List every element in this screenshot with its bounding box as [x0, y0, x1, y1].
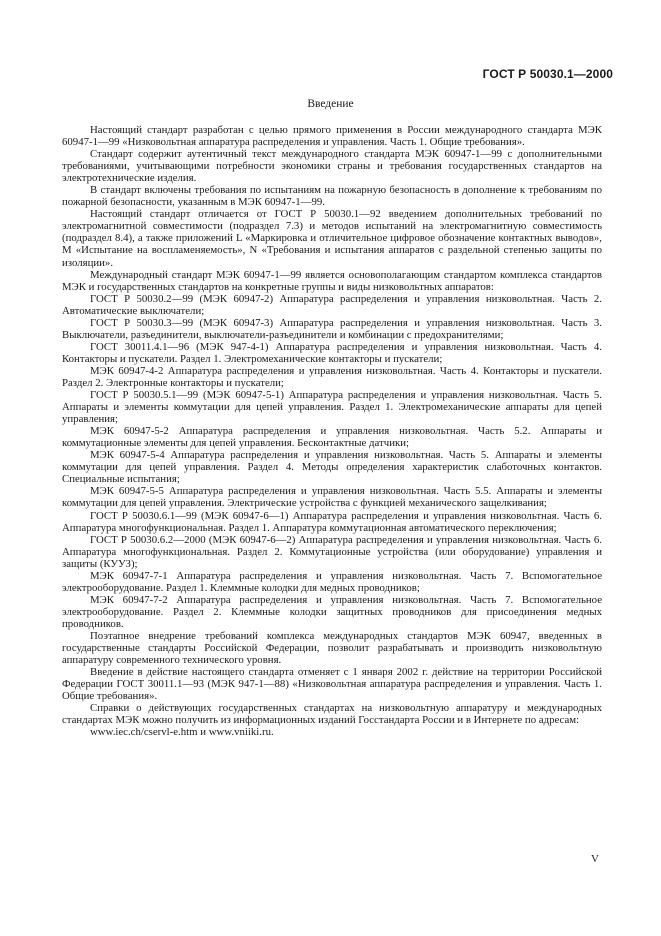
standard-list-item: ГОСТ Р 50030.6.1—99 (МЭК 60947-6—1) Аппаратура распределения и управления низковольтная. Часть 6. Аппаратура многофункциональная. Раздел 1. Аппаратура коммутационная автоматического переключения; [62, 509, 602, 534]
paragraph-implementation: Поэтапное внедрение требований комплекса международных стандартов МЭК 60947, введенных в государственные стандарты Российской Федерации, позволит разрабатывать и производить низковольтную аппаратуру современного технического уровня. [62, 629, 602, 667]
standard-list-item: ГОСТ Р 50030.6.2—2000 (МЭК 60947-6—2) Аппаратура распределения и управления низковольтная. Часть 6. Аппаратура многофункциональная. Раздел 2. Коммутационные устройства (или оборудование) управления и защиты (КУУЗ); [62, 533, 602, 570]
standard-list-item: МЭК 60947-7-1 Аппаратура распределения и управления низковольтная. Часть 7. Вспомогательное электрооборудование. Раздел 1. Клеммные колодки для медных проводников; [62, 569, 602, 594]
paragraph-4: Настоящий стандарт отличается от ГОСТ Р 50030.1—92 введением дополнительных требований по электромагнитной совместимости (подраздел 7.3) и методов испытаний на электромагнитную совместимость (подраздел 8.4), а также приложений L «Маркировка и отличительное цифровое обозначение контактных выводов», M «Испытание на воспламеняемость», N «Требования и испытания аппаратов с раздельной степенью защиты по изоляции». [62, 208, 602, 269]
section-title: Введение [307, 98, 354, 110]
paragraph-3: В стандарт включены требования по испытаниям на пожарную безопасность в дополнение к требованиям по пожарной безопасности, указанным в МЭК 60947-1—99. [62, 184, 602, 209]
standard-list-item: ГОСТ Р 50030.5.1—99 (МЭК 60947-5-1) Аппаратура распределения и управления низковольтная. Часть 5. Аппараты и элементы коммутации для цепей управления. Раздел 1. Электромеханические аппараты для цепей управления; [62, 389, 602, 426]
paragraph-1: Настоящий стандарт разработан с целью прямого применения в России международного стандарта МЭК 60947-1—99 «Низковольтная аппаратура распределения и управления. Часть 1. Общие требования». [62, 124, 602, 149]
standard-list-item: ГОСТ Р 50030.3—99 (МЭК 60947-3) Аппаратура распределения и управления низковольтная. Часть 3. Выключатели, разъединители, выключатели-разъединители и комбинации с предохранителями; [62, 316, 602, 341]
document-body [62, 124, 602, 738]
standard-list-item: МЭК 60947-5-2 Аппаратура распределения и управления низковольтная. Часть 5.2. Аппараты и коммутационные элементы для цепей управления. Бесконтактные датчики; [62, 425, 602, 450]
document-header: ГОСТ Р 50030.1—2000 [482, 67, 613, 81]
standard-list-item: МЭК 60947-7-2 Аппаратура распределения и управления низковольтная. Часть 7. Вспомогательное электрооборудование. Раздел 2. Клеммные колодки защитных проводников для присоединения медных проводников. [62, 593, 602, 630]
standard-list-item: ГОСТ 30011.4.1—96 (МЭК 947-4-1) Аппаратура распределения и управления низковольтная. Часть 4. Контакторы и пускатели. Раздел 1. Электромеханические контакторы и пускатели; [62, 340, 602, 365]
standard-list-item: ГОСТ Р 50030.2—99 (МЭК 60947-2) Аппаратура распределения и управления низковольтная. Часть 2. Автоматические выключатели; [62, 292, 602, 317]
standard-list-item: МЭК 60947-4-2 Аппаратура распределения и управления низковольтная. Часть 4. Контакторы и пускатели. Раздел 2. Электронные контакторы и пускатели; [62, 364, 602, 389]
paragraph-references: Справки о действующих государственных стандартах на низковольтную аппаратуру и международных стандартах МЭК можно получить из информационных изданий Госстандарта России и в Интернете по адресам: [62, 702, 602, 727]
page-number: V [591, 853, 599, 865]
web-addresses: www.iec.ch/cservl-e.htm и www.vniiki.ru. [90, 726, 274, 739]
standard-list-item: МЭК 60947-5-4 Аппаратура распределения и управления низковольтная. Часть 5. Аппараты и элементы коммутации для цепей управления. Раздел 4. Методы определения характеристик слаботочных контактов. Специальные испытания; [62, 449, 602, 486]
standard-list-item: МЭК 60947-5-5 Аппаратура распределения и управления низковольтная. Часть 5.5. Аппараты и элементы коммутации для цепей управления. Электрические устройства с функцией механического защелкивания; [62, 485, 602, 510]
paragraph-5: Международный стандарт МЭК 60947-1—99 является основополагающим стандартом комплекса стандартов МЭК и государственных стандартов на конкретные группы и виды низковольтных аппаратов: [62, 268, 602, 293]
paragraph-supersession: Введение в действие настоящего стандарта отменяет с 1 января 2002 г. действие на территории Российской Федерации ГОСТ 30011.1—93 (МЭК 947-1—88) «Низковольтная аппаратура распределения и управления. Часть 1. Общие требования». [62, 666, 602, 703]
paragraph-2: Стандарт содержит аутентичный текст международного стандарта МЭК 60947-1—99 с дополнительными требованиями, учитывающими потребности экономики страны и требования государственных стандартов на электротехнические изделия. [62, 148, 602, 185]
